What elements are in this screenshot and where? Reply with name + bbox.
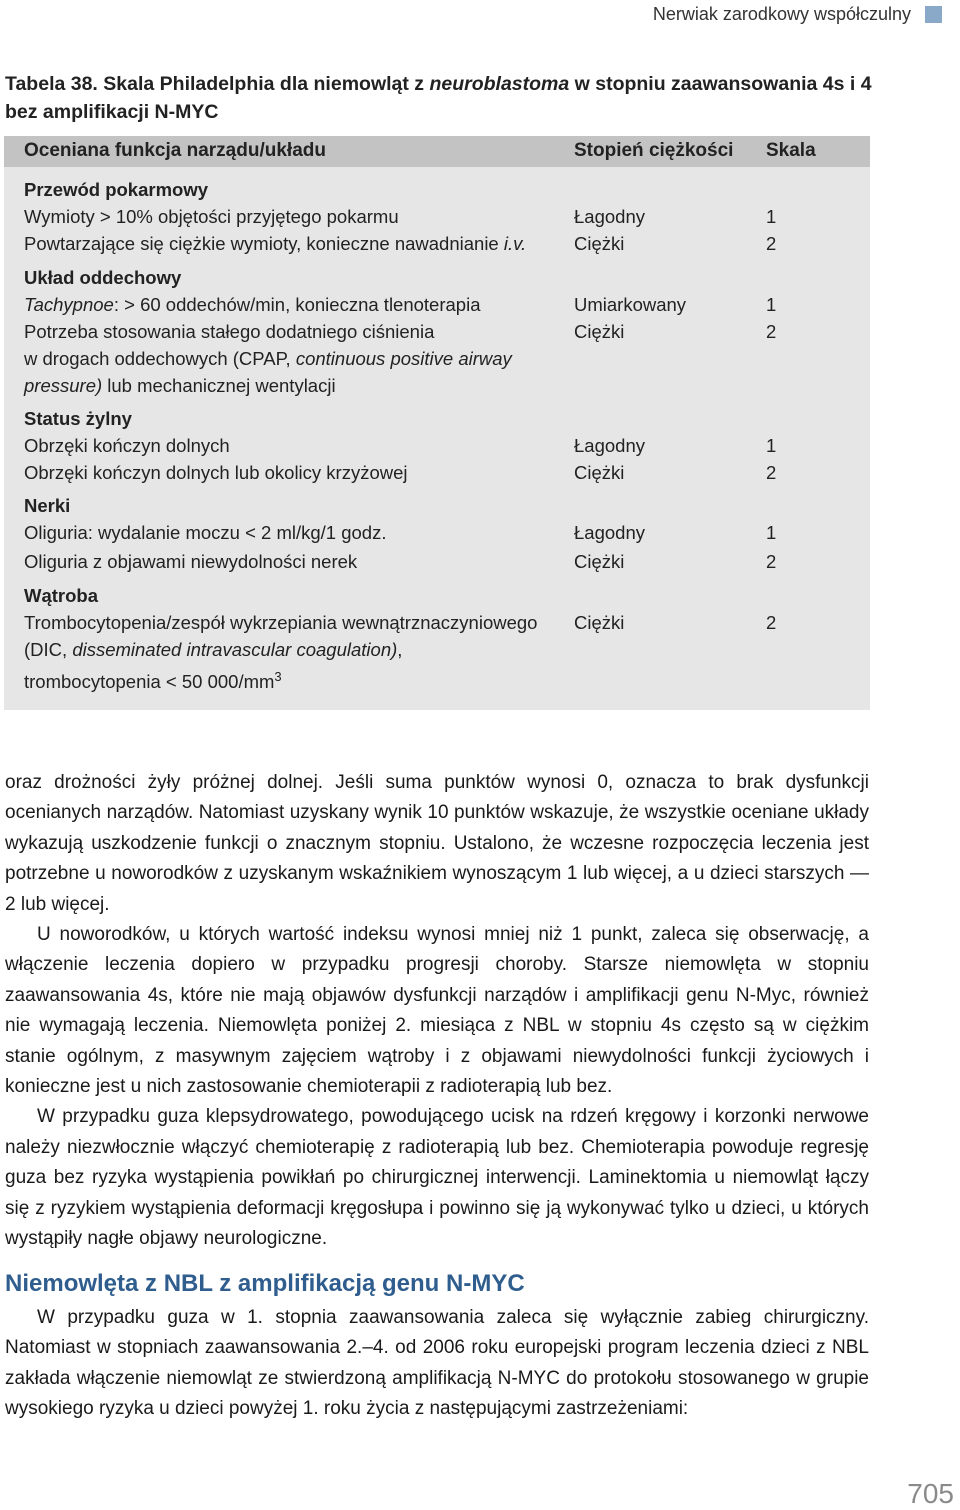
section-gi: Przewód pokarmowy: [24, 179, 209, 200]
row-severity: Ciężki: [574, 551, 625, 572]
row-score: 1: [766, 206, 777, 227]
row-text-cont: w drogach oddechowych (CPAP, continuous positive airway: [24, 348, 512, 369]
header-severity: Stopień ciężkości: [574, 140, 734, 161]
row-severity: Łagodny: [574, 522, 645, 543]
paragraph: oraz drożności żyły próżnej dolnej. Jeśli suma punktów wynosi 0, oznacza to brak dysfunkcji ocenianych narządów. Natomiast uzyskany wynik 10 punktów wskazuje, że wszystkie oceniane układy wykazują uszkodzenie funkcji o znacznym stopniu. Ustalono, że wczesne rozpoczęcia leczenia jest potrzebne u noworodków z uzyskanym wskaźnikiem wynoszącym 1 lub więcej, a u dzieci starszych — 2 lub więcej.: [5, 772, 869, 915]
row-text: Oliguria z objawami niewydolności nerek: [24, 551, 358, 572]
running-head: [653, 4, 942, 25]
section-kidneys: Nerki: [24, 495, 71, 516]
row-text: Potrzeba stosowania stałego dodatniego ciśnienia: [24, 321, 435, 342]
row-severity: Łagodny: [574, 435, 645, 456]
row-text: Tachypnoe: > 60 oddechów/min, konieczna tlenoterapia: [24, 294, 481, 315]
caption-prefix: Tabela 38. Skala Philadelphia dla niemowląt z: [5, 73, 430, 95]
row-severity: Ciężki: [574, 462, 625, 483]
row-score: 1: [766, 435, 777, 456]
row-severity: Ciężki: [574, 612, 625, 633]
row-severity: Łagodny: [574, 206, 645, 227]
row-text-cont: pressure) lub mechanicznej wentylacji: [24, 375, 336, 396]
row-score: 2: [766, 551, 777, 572]
row-text-cont: (DIC, disseminated intravascular coagulation),: [24, 639, 403, 660]
running-head-title: Nerwiak zarodkowy współczulny: [652, 4, 911, 24]
body-text: [5, 768, 869, 1255]
section-venous: Status żylny: [24, 408, 132, 429]
section-marker-square: [925, 6, 942, 23]
row-severity: Ciężki: [574, 233, 625, 254]
row-score: 1: [766, 294, 777, 315]
paragraph: W przypadku guza klepsydrowatego, powodującego ucisk na rdzeń kręgowy i korzonki nerwowe należy niezwłocznie włączyć chemioterapię z radioterapią lub bez. Chemioterapia powoduje regresję guza bez ryzyka wystąpienia powikłań po chirurgicznej interwencji. Laminektomia u niemowląt łączy się z ryzykiem wystąpienia deformacji kręgosłupa i powinno się ją wykonywać tylko u dzieci, u których wystąpiły nagłe objawy neurologiczne.: [5, 1106, 869, 1250]
section-heading: Niemowlęta z NBL z amplifikacją genu N-MYC: [5, 1270, 525, 1297]
row-text-cont: trombocytopenia < 50 $000/mm^3$: [24, 669, 282, 693]
row-severity: Umiarkowany: [574, 294, 687, 315]
paragraph: W przypadku guza w 1. stopnia zaawansowania zaleca się wyłącznie zabieg chirurgiczny. Natomiast w stopniach zaawansowania 2.–4. od 2006 roku europejski program leczenia dzieci z NBL zakłada włączenie niemowląt ze stwierdzoną amplifikacją N-MYC do protokołu stosowanego w grupie wysokiego ryzyka u dzieci powyżej 1. roku życia z następującymi zastrzeżeniami:: [5, 1307, 869, 1420]
row-score: 1: [766, 522, 777, 543]
section-respiratory: Układ oddechowy: [24, 267, 182, 288]
row-text: Trombocytopenia/zespół wykrzepiania wewnątrznaczyniowego: [24, 612, 538, 633]
header-function: Oceniana funkcja narządu/układu: [24, 140, 326, 161]
row-text: Powtarzające się ciężkie wymioty, konieczne nawadnianie i.v.: [24, 233, 527, 254]
table-caption: [5, 70, 875, 126]
section-liver: Wątroba: [24, 585, 98, 606]
row-text: Obrzęki kończyn dolnych: [24, 435, 230, 456]
section-body: [5, 1303, 869, 1425]
header-score: Skala: [766, 140, 816, 161]
row-text: Obrzęki kończyn dolnych lub okolicy krzyżowej: [24, 462, 408, 483]
row-score: 2: [766, 462, 777, 483]
row-severity: Ciężki: [574, 321, 625, 342]
caption-suffix: w stopniu zaawansowania 4s i 4 bez amplifikacji N-MYC: [5, 73, 872, 123]
row-score: 2: [766, 612, 777, 633]
row-text: Oliguria: wydalanie moczu < 2 ml/kg/1 godz.: [24, 522, 387, 543]
row-text: Wymioty > 10% objętości przyjętego pokarmu: [24, 206, 399, 227]
caption-italic: neuroblastoma: [429, 73, 570, 95]
severity-table: [4, 136, 870, 710]
paragraph: U noworodków, u których wartość indeksu wynosi mniej niż 1 punkt, zaleca się obserwację, a włączenie leczenia dopiero w przypadku progresji choroby. Starsze niemowlęta w stopniu zaawansowania 4s, które nie mają objawów dysfunkcji narządów i amplifikacji genu N-Myc, również nie wymagają leczenia. Niemowlęta poniżej 2. miesiąca z NBL w stopniu 4s często są w ciężkim stanie ogólnym, z masywnym zajęciem wątroby i z objawami niewydolności funkcji życiowych i konieczne jest u nich zastosowanie chemioterapii z radioterapią lub bez.: [5, 924, 869, 1098]
page-number: 705: [907, 1478, 954, 1509]
table-header-row: [4, 136, 870, 167]
row-score: 2: [766, 321, 777, 342]
row-score: 2: [766, 233, 777, 254]
